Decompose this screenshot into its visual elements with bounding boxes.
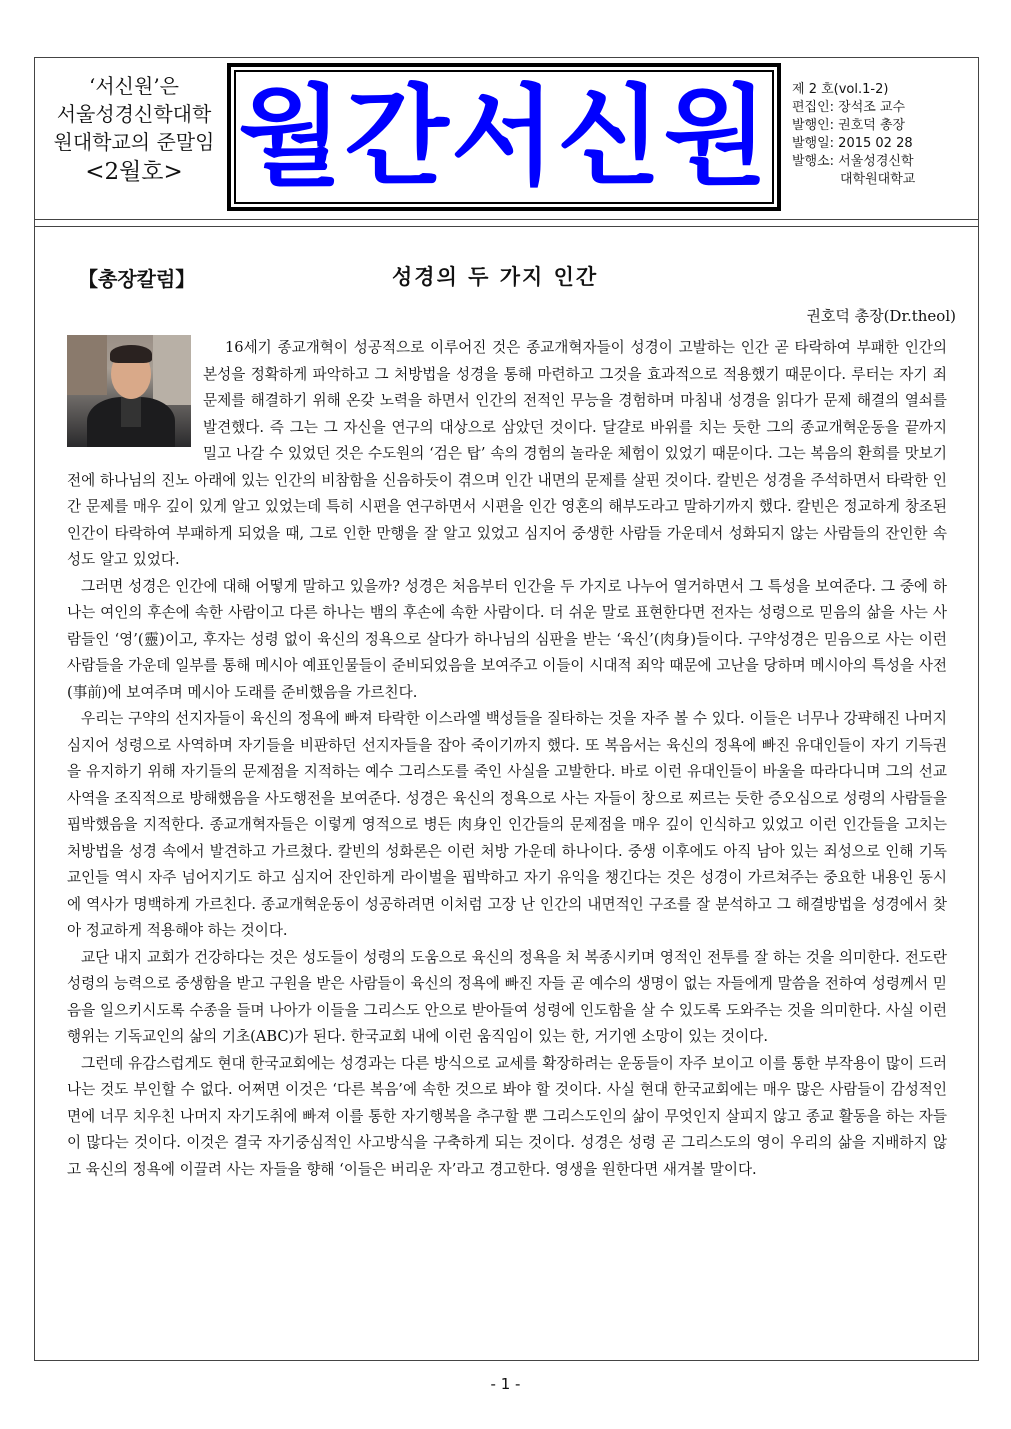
page-number: - 1 -	[490, 1375, 521, 1393]
column-tag: 【총장칼럼】	[78, 267, 196, 291]
article-body	[67, 335, 947, 1183]
paragraph: 그런데 유감스럽게도 현대 한국교회에는 성경과는 다른 방식으로 교세를 확장하려는 운동들이 자주 보이고 이를 통한 부작용이 많이 드러나는 것도 부인할 수 없다. 어쩌면 이것은 ‘다른 복음’에 속한 것으로 봐야 할 것이다. 사실 현대 한국교회에는 매우 많은 사람들이 감성적인 면에 너무 치우친 나머지 자기도취에 빠져 이를 통한 자기행복을 추구할 뿐 그리스도인의 삶이 무엇인지 살피지 않고 종교 활동을 하는 자들이 많다는 것이다. 이것은 결국 자기중심적인 사고방식을 구축하게 되는 것이다. 성경은 성령 곧 그리스도의 영이 우리의 삶을 지배하지 않고 육신의 정욕에 이끌려 사는 자들을 향해 ‘이들은 버리운 자’라고 경고한다. 영생을 원한다면 새겨볼 말이다.	[67, 1054, 947, 1178]
paragraph: 16세기 종교개혁이 성공적으로 이루어진 것은 종교개혁자들이 성경이 고발하는 인간 곧 타락하여 부패한 인간의 본성을 정확하게 파악하고 그 처방법을 성경을 통해 마련하고 그것을 효과적으로 적용했기 때문이다. 루터는 자기 죄문제를 해결하기 위해 온갖 노력을 하면서 인간의 전적인 무능을 경험하며 마침내 성경을 읽다가 문제 해결의 열쇠를 발견했다. 즉 그는 그 자신을 연구의 대상으로 삼았던 것이다. 달걀로 바위를 치는 듯한 그의 종교개혁운동을 끝까지 밀고 나갈 수 있었던 것은 수도원의 ‘검은 탑’ 속의 경험의 놀라운 체험이 있었기 때문이다. 그는 복음의 환희를 맛보기 전에 하나님의 진노 아래에 있는 인간의 비참함을 신음하듯이 겪으며 인간 내면의 문제를 살핀 것이다. 칼빈은 성경을 주석하면서 타락한 인간 문제를 매우 깊이 있게 알고 있었는데 특히 시편을 연구하면서 시편을 인간 영혼의 해부도라고 말하기까지 했다. 칼빈은 정교하게 창조된 인간이 타락하여 부패하게 되었을 때, 그로 인한 만행을 잘 알고 있었고 심지어 중생한 사람들 가운데서 성화되지 않는 사람들의 잔인한 속성도 알고 있었다.	[67, 339, 947, 568]
article-title: 성경의 두 가지 인간	[392, 265, 599, 289]
article-section	[35, 226, 978, 1366]
paragraph: 그러면 성경은 인간에 대해 어떻게 말하고 있을까? 성경은 처음부터 인간을 두 가지로 나누어 열거하면서 그 특성을 보여준다. 그 중에 하나는 여인의 후손에 속한 사람이고 다른 하나는 뱀의 후손에 속한 사람이다. 더 쉬운 말로 표현한다면 전자는 성령으로 믿음의 삶을 사는 사람들인 ‘영’(靈)이고, 후자는 성령 없이 육신의 정욕으로 살다가 하나님의 심판을 받는 ‘육신’(肉身)들이다. 구약성경은 믿음으로 사는 이런 사람들을 가운데 일부를 통해 메시아 예표인물들이 준비되었음을 보여주고 이들이 시대적 죄악 때문에 고난을 당하며 메시아의 특성을 사전(事前)에 보여주며 메시아 도래를 준비했음을 가르친다.	[67, 577, 947, 701]
issue-number: 제 2 호(vol.1-2)	[792, 82, 889, 97]
masthead-title: 월간서신원	[238, 75, 770, 200]
issue-info	[792, 81, 972, 189]
publishing-office: 발행소: 서울성경신학	[792, 154, 914, 169]
article-author: 권호덕 총장(Dr.theol)	[806, 307, 956, 325]
page-frame	[34, 57, 979, 1361]
publisher: 발행인: 권호덕 총장	[792, 118, 906, 133]
tagline-line-3: 원대학교의 준말임	[53, 130, 215, 154]
issue-month: <2월호>	[85, 159, 183, 185]
header	[35, 58, 978, 220]
tagline-line-1: ‘서신원’은	[89, 74, 179, 98]
publish-date: 발행일: 2015 02 28	[792, 136, 913, 151]
newsletter-tagline	[39, 72, 229, 186]
publishing-office-cont: 대학원대학교	[840, 172, 916, 187]
masthead	[227, 63, 781, 211]
tagline-line-2: 서울성경신학대학	[56, 102, 212, 126]
paragraph: 우리는 구약의 선지자들이 육신의 정욕에 빠져 타락한 이스라엘 백성들을 질타하는 것을 자주 볼 수 있다. 이들은 너무나 강퍅해진 나머지 심지어 성령으로 사역하며 자기들을 비판하던 선지자들을 잡아 죽이기까지 했다. 또 복음서는 육신의 정욕에 빠진 유대인들이 자기 기득권을 유지하기 위해 자기들의 문제점을 지적하는 예수 그리스도를 죽인 사실을 고발한다. 바로 이런 유대인들이 바울을 따라다니며 그의 선교사역을 조직적으로 방해했음을 사도행전을 보여준다. 성경은 육신의 정욕으로 사는 자들이 창으로 찌르는 듯한 증오심으로 성령의 사람들을 핍박했음을 지적한다. 종교개혁자들은 이렇게 영적으로 병든 肉身인 인간들의 문제점을 매우 깊이 인식하고 있었고 이런 인간들을 고치는 처방법을 성경 속에서 발견하고 가르쳤다. 칼빈의 성화론은 이런 처방 가운데 하나이다. 중생 이후에도 아직 남아 있는 죄성으로 인해 기독교인들 역시 자주 넘어지기도 하고 심지어 잔인하게 라이벌을 핍박하고 자기 유익을 챙긴다는 것은 성경이 가르쳐주는 중요한 내용인 동시에 역사가 명백하게 가르친다. 종교개혁운동이 성공하려면 이처럼 고장 난 인간의 내면적인 구조를 잘 분석하고 그 해결방법을 성경에서 찾아 정교하게 적용해야 하는 것이다.	[67, 710, 947, 939]
paragraph: 교단 내지 교회가 건강하다는 것은 성도들이 성령의 도움으로 육신의 정욕을 처 복종시키며 영적인 전투를 잘 하는 것을 의미한다. 전도란 성령의 능력으로 중생함을 받고 구원을 받은 사람들이 육신의 정욕에 빠진 자들 곧 예수의 생명이 없는 자들에게 말씀을 전하여 성령께서 믿음을 일으키시도록 수종을 들며 나아가 이들을 그리스도 안으로 받아들여 성령에 인도함을 살 수 있도록 도와주는 것을 의미한다. 사실 이런 행위는 기독교인의 삶의 기초(ABC)가 된다. 한국교회 내에 이런 움직임이 있는 한, 거기엔 소망이 있는 것이다.	[67, 948, 947, 1045]
editor: 편집인: 장석조 교수	[792, 100, 906, 115]
